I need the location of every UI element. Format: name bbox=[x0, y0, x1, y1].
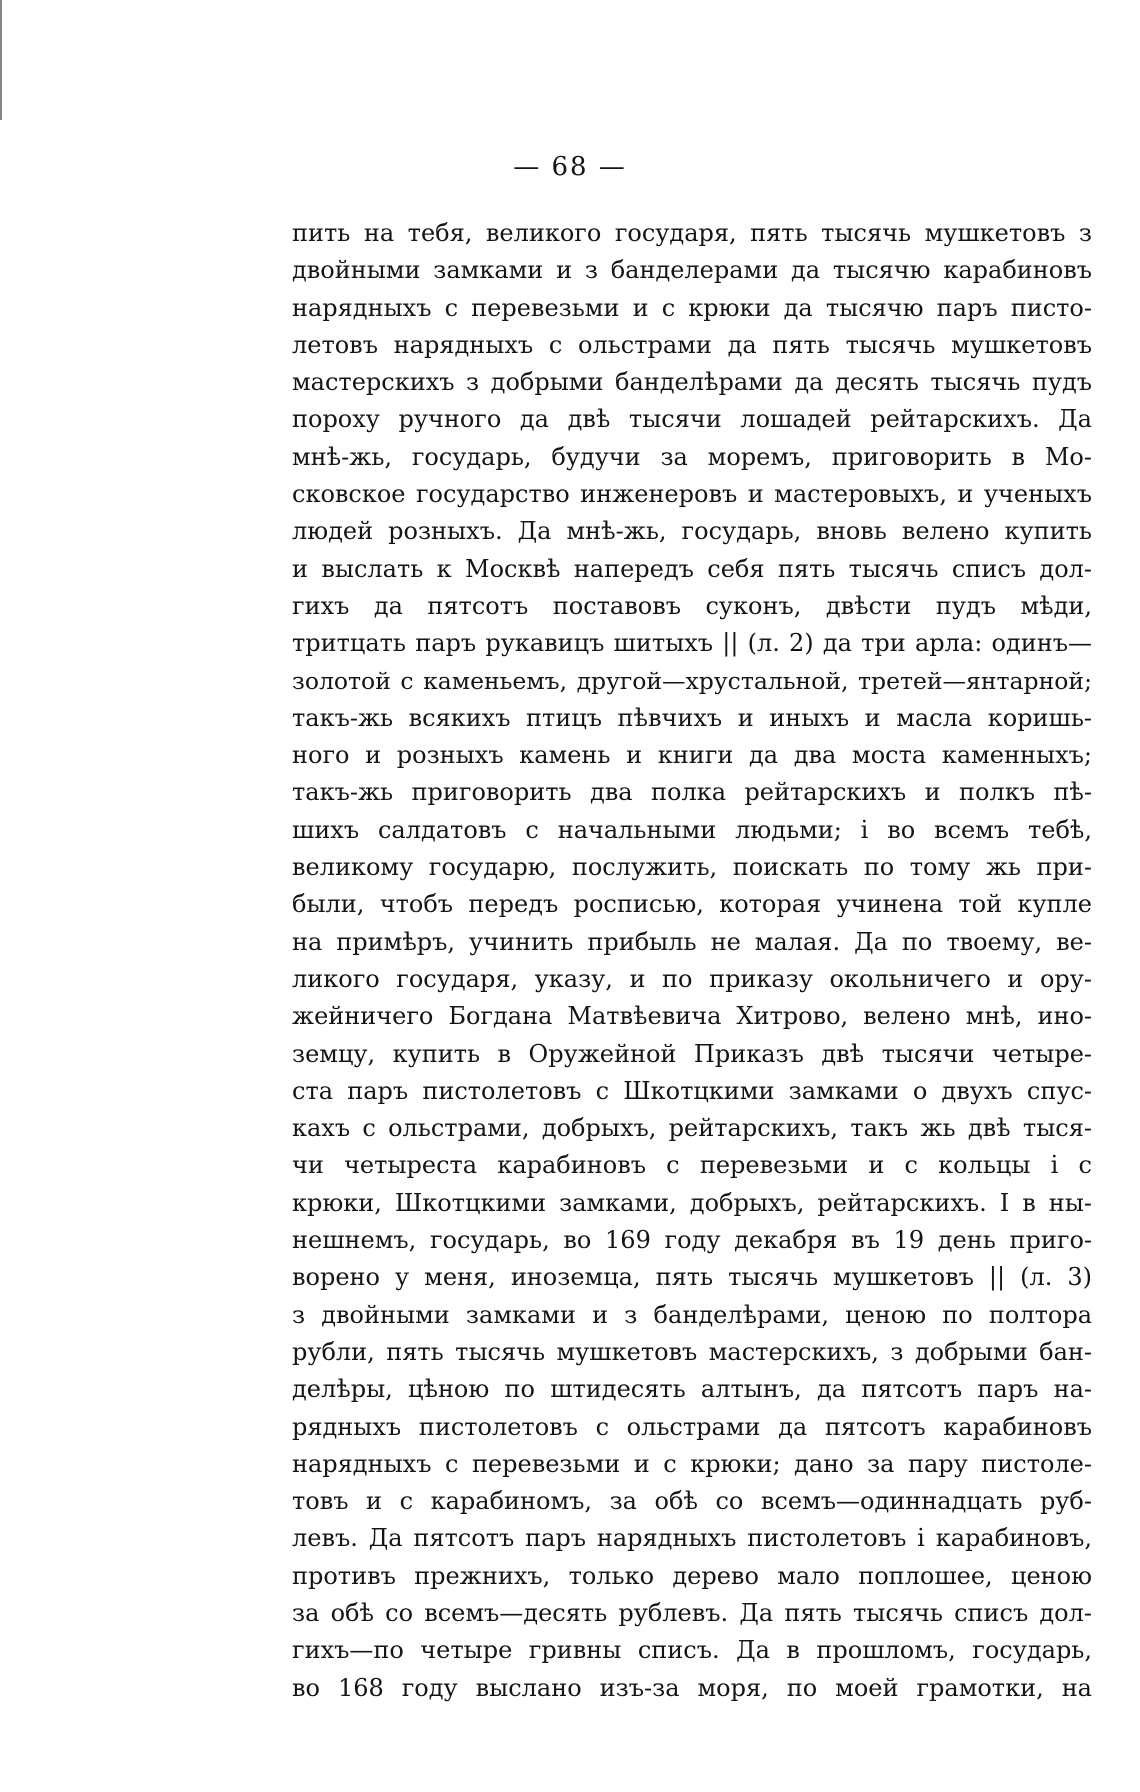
text-line: золотой с каменьемъ, другой—хрустальной, третей—янтарной; bbox=[292, 666, 1092, 695]
text-line: рубли, пять тысячь мушкетовъ мастерскихъ, з добрыми бан- bbox=[292, 1337, 1092, 1366]
text-line: товъ и с карабиномъ, за обѣ со всемъ—одиннадцать руб- bbox=[292, 1487, 1092, 1516]
text-line: мастерскихъ з добрыми банделѣрами да десять тысячь пудъ bbox=[292, 368, 1092, 397]
text-line: двойными замками и з банделерами да тысячю карабиновъ bbox=[292, 256, 1092, 285]
text-line: сковское государство инженеровъ и мастеровыхъ, и ученыхъ bbox=[292, 480, 1092, 509]
text-line: рядныхъ пистолетовъ с ольстрами да пятсотъ карабиновъ bbox=[292, 1412, 1092, 1441]
text-line: нарядныхъ с перевезьми и с крюки да тысячю паръ писто- bbox=[292, 293, 1092, 322]
text-line: кахъ с ольстрами, добрыхъ, рейтарскихъ, такъ жь двѣ тыся- bbox=[292, 1114, 1092, 1143]
text-line: делѣры, цѣною по штидесять алтынъ, да пятсотъ паръ на- bbox=[292, 1375, 1092, 1404]
text-line: великому государю, послужить, поискать по тому жь при- bbox=[292, 853, 1092, 882]
text-line: з двойными замками и з банделѣрами, ценою по полтора bbox=[292, 1300, 1092, 1329]
text-line: шихъ салдатовъ с начальными людьми; і во всемъ тебѣ, bbox=[292, 815, 1092, 844]
text-line: и выслать к Москвѣ напередъ себя пять тысячь списъ дол- bbox=[292, 554, 1092, 583]
text-line: земцу, купить в Оружейной Приказъ двѣ тысячи четыре- bbox=[292, 1039, 1092, 1068]
text-line: тритцать паръ рукавицъ шитыхъ || (л. 2) да три арла: одинъ— bbox=[292, 629, 1092, 658]
scan-margin-mark bbox=[0, 0, 8, 120]
text-line: во 168 году выслано изъ-за моря, по моей грамотки, на bbox=[292, 1673, 1092, 1702]
text-line: летовъ нарядныхъ с ольстрами да пять тысячь мушкетовъ bbox=[292, 330, 1092, 359]
text-line: ного и розныхъ камень и книги да два моста каменныхъ; bbox=[292, 741, 1092, 770]
text-line: гихъ да пятсотъ поставовъ суконъ, двѣсти пудъ мѣди, bbox=[292, 591, 1092, 620]
text-line: на примѣръ, учинить прибыль не малая. Да по твоему, ве- bbox=[292, 927, 1092, 956]
body-text bbox=[292, 215, 1092, 1707]
text-line: за обѣ со всемъ—десять рублевъ. Да пять тысячь списъ дол- bbox=[292, 1598, 1092, 1627]
text-line: людей розныхъ. Да мнѣ-жь, государь, вновь велено купить bbox=[292, 517, 1092, 546]
text-line: чи четыреста карабиновъ с перевезьми и с кольцы і с bbox=[292, 1151, 1092, 1180]
text-line: жейничего Богдана Матвѣевича Хитрово, велено мнѣ, ино- bbox=[292, 1002, 1092, 1031]
text-line: такъ-жь всякихъ птицъ пѣвчихъ и иныхъ и масла коришь- bbox=[292, 703, 1092, 732]
text-line: были, чтобъ передъ росписью, которая учинена той купле bbox=[292, 890, 1092, 919]
page-number: — 68 — bbox=[513, 152, 627, 182]
text-line: пить на тебя, великого государя, пять тысячь мушкетовъ з bbox=[292, 219, 1092, 247]
text-line: нешнемъ, государь, во 169 году декабря въ 19 день приго- bbox=[292, 1226, 1092, 1255]
text-line: противъ прежнихъ, только дерево мало поплошее, ценою bbox=[292, 1561, 1092, 1590]
text-line: пороху ручного да двѣ тысячи лошадей рейтарскихъ. Да bbox=[292, 405, 1092, 434]
text-line: нарядныхъ с перевезьми и с крюки; дано за пару пистоле- bbox=[292, 1449, 1092, 1478]
text-line: гихъ—по четыре гривны списъ. Да в прошломъ, государь, bbox=[292, 1636, 1092, 1665]
text-line: ста паръ пистолетовъ с Шкотцкими замками о двухъ спус- bbox=[292, 1076, 1092, 1105]
text-line: ликого государя, указу, и по приказу окольничего и ору- bbox=[292, 964, 1092, 993]
text-line: ворено у меня, иноземца, пять тысячь мушкетовъ || (л. 3) bbox=[292, 1263, 1092, 1292]
text-line: такъ-жь приговорить два полка рейтарскихъ и полкъ пѣ- bbox=[292, 778, 1092, 807]
text-line: мнѣ-жь, государь, будучи за моремъ, приговорить в Мо- bbox=[292, 442, 1092, 471]
text-line: левъ. Да пятсотъ паръ нарядныхъ пистолетовъ і карабиновъ, bbox=[292, 1524, 1092, 1553]
text-line: крюки, Шкотцкими замками, добрыхъ, рейтарскихъ. І в ны- bbox=[292, 1188, 1092, 1217]
